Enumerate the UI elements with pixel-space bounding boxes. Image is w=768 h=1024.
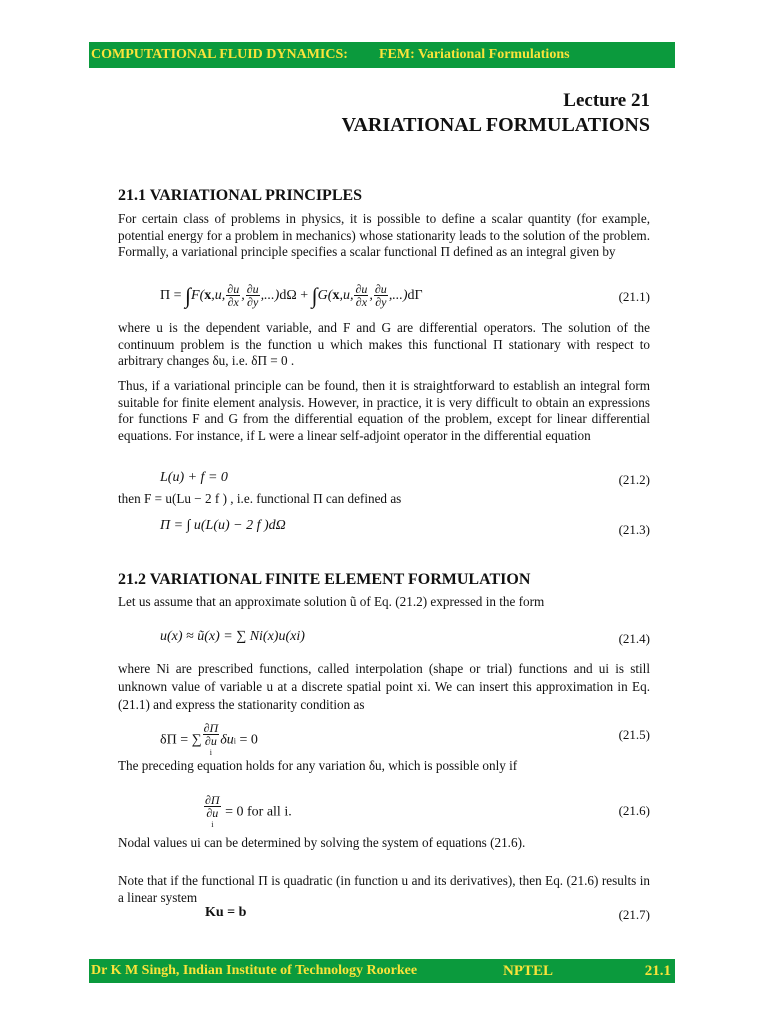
header-topic: FEM: Variational Formulations — [379, 47, 570, 62]
running-header — [89, 42, 675, 68]
equation-number-21-4: (21.4) — [618, 631, 650, 646]
paragraph-7: The preceding equation holds for any variation δu, which is possible only if — [118, 758, 518, 773]
footer-page-number: 21.1 — [644, 963, 671, 979]
paragraph-2: where u is the dependent variable, and F and G are differential operators. The solution of the continuum problem is the function u which makes this functional Π stationary with respect to arbitrary changes δu, i.e. δΠ = 0 . — [118, 320, 650, 369]
equation-number-21-2: (21.2) — [618, 472, 650, 487]
equation-21-4: u(x) ≈ ũ(x) = ∑ Ni(x)u(xi) — [160, 629, 305, 644]
paragraph-4: then F = u(Lu − 2 f ) , i.e. functional Π can defined as — [118, 491, 402, 506]
section-heading-2: 21.2 VARIATIONAL FINITE ELEMENT FORMULATION — [118, 571, 531, 588]
equation-21-5: δΠ = ∑ ∂Π ∂u i δui = 0 — [160, 721, 258, 757]
equation-21-3: Π = ∫ u(L(u) − 2 f )dΩ — [160, 518, 286, 533]
equation-21-6-tail: = 0 for all i. — [225, 804, 292, 820]
footer-nptel: NPTEL — [503, 963, 554, 979]
paragraph-9: Note that if the functional Π is quadratic (in function u and its derivatives), then Eq. (21.6) results in a linear system — [118, 873, 650, 905]
equation-21-7: Ku = b — [205, 905, 247, 920]
equation-number-21-1: (21.1) — [618, 289, 650, 304]
paragraph-3: Thus, if a variational principle can be found, then it is straightforward to establish an integral form suitable for finite element analysis. However, in practice, it is very difficult to obtain an expressions for functions F and G from the differential equation of the problem, except for linear differential equations. For instance, if L were a linear self-adjoint operator in the differential equation — [118, 378, 650, 443]
equation-21-2: L(u) + f = 0 — [160, 470, 228, 485]
equation-number-21-7: (21.7) — [618, 907, 650, 922]
equation-number-21-3: (21.3) — [618, 522, 650, 537]
running-footer — [89, 959, 675, 983]
paragraph-5: Let us assume that an approximate solution ũ of Eq. (21.2) expressed in the form — [118, 594, 545, 609]
equation-number-21-6: (21.6) — [618, 803, 650, 818]
paragraph-6: where Ni are prescribed functions, called interpolation (shape or trial) functions and ui is still unknown value of variable u at a discrete spatial point xi. We can insert this approximation in Eq. (21.1) and express the stationarity condition as — [118, 661, 650, 712]
lecture-title: VARIATIONAL FORMULATIONS — [341, 114, 650, 136]
paragraph-1: For certain class of problems in physics, it is possible to define a scalar quantity (for example, potential energy for a problem in mechanics) whose stationarity leads to the solution of the problem. Formally, a variational principle specifies a scalar functional Π defined as an integral given by — [118, 211, 650, 260]
paragraph-8: Nodal values ui can be determined by solving the system of equations (21.6). — [118, 835, 526, 850]
lecture-number: Lecture 21 — [563, 90, 650, 111]
equation-21-1: Π = ∫F(x,u, $\frac{\partial u}{\partial x}$ , $\frac{\partial u}{\partial y}$ ,...)dΩ + ∫G(x,u, $\frac{\partial u}{\partial x}$ , $\frac{\partial u}{\partial y}$ ,...)dΓ — [160, 282, 423, 310]
section-heading-1: 21.1 VARIATIONAL PRINCIPLES — [118, 187, 363, 204]
equation-21-6: ∂Π ∂u i = 0 for all i. — [205, 793, 292, 829]
footer-author: Dr K M Singh, Indian Institute of Technology Roorkee — [91, 963, 418, 978]
header-course: COMPUTATIONAL FLUID DYNAMICS: — [91, 47, 348, 62]
equation-number-21-5: (21.5) — [618, 727, 650, 742]
